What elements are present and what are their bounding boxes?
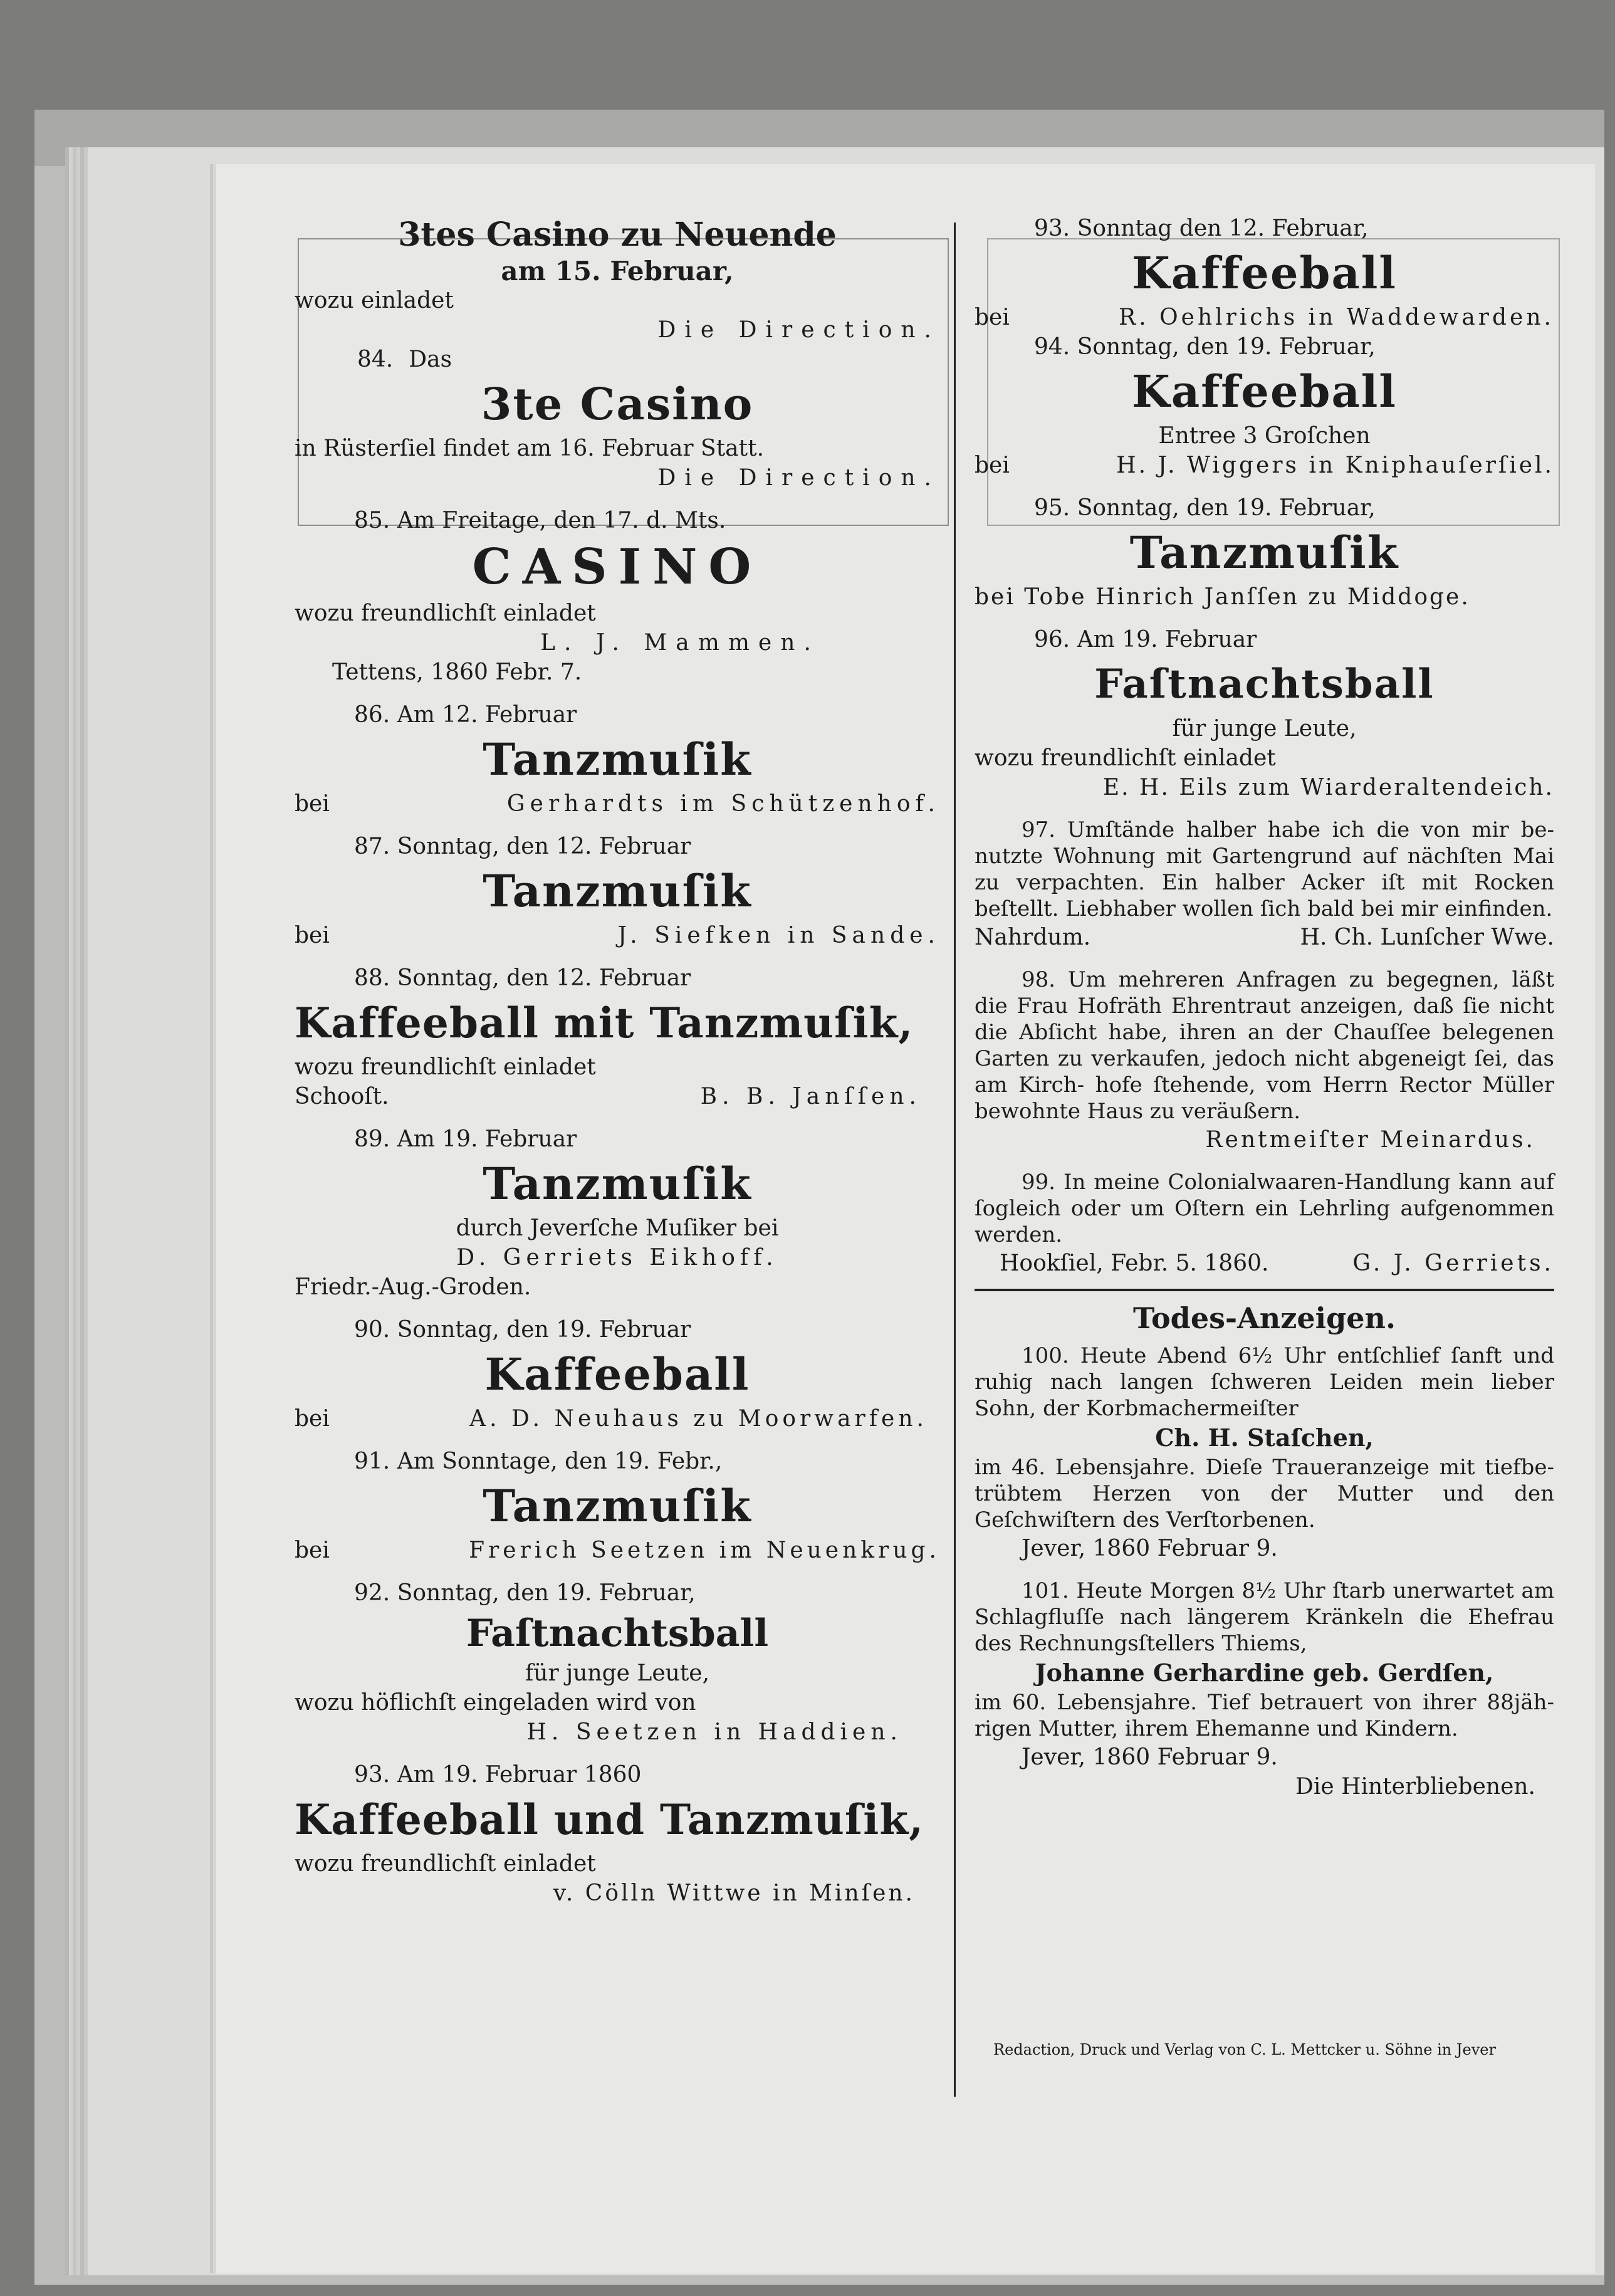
ad-name: bei Tobe Hinrich Janſſen zu Middoge.: [975, 584, 1470, 610]
ad-signer: H. Seetzen in Haddien.: [526, 1719, 902, 1745]
ad-title: Tanzmuſik: [1129, 527, 1399, 579]
ad-number: 84.: [357, 347, 394, 372]
column-divider: [954, 223, 956, 2097]
ad-bei: bei: [295, 791, 330, 817]
ad-date: am 15. Februar,: [501, 256, 734, 286]
ad-line: 85. Am Freitage, den 17. d. Mts.: [354, 508, 726, 533]
ad-sub: für junge Leute,: [1172, 716, 1357, 742]
ad-text: 98. Um mehreren Anfragen zu begegnen, läßt die Frau Hofräth Ehrentraut anzeigen, daß ſie nicht die Abſicht habe, ihren an der Chauſſee belegenen Garten zu verkaufen, jedoch nicht abgeneigt ſei, das am Kirch- hofe ſtehende, vom Herrn Rector Müller bewohnte Haus zu veräußern.: [975, 967, 1554, 1124]
ad-line: 90. Sonntag, den 19. Februar: [354, 1317, 691, 1343]
notice-100-name: Ch. H. Staſchen,: [1155, 1423, 1374, 1452]
ad-99: [975, 1169, 1554, 1277]
ad-text: in Rüsterſiel findet am 16. Februar Statt.: [295, 436, 765, 461]
ad-title: Faſtnachtsball: [1094, 661, 1435, 708]
ad-title: Tanzmuſik: [483, 733, 752, 785]
ad-title: Faſtnachtsball: [466, 1612, 769, 1655]
ad-84: [295, 346, 940, 492]
ad-signer: v. Cölln Wittwe in Minſen.: [553, 1880, 915, 1906]
ad-bei: bei: [295, 1406, 330, 1432]
ad-name: Gerhardts im Schützenhof.: [506, 791, 940, 817]
ad-name: A. D. Neuhaus zu Moorwarfen.: [469, 1406, 928, 1432]
ad-signer: Die Direction.: [657, 317, 940, 343]
ad-line: 93. Am 19. Februar 1860: [354, 1762, 642, 1788]
ad-signer: H. Ch. Lunſcher Wwe.: [1300, 925, 1554, 950]
ad-86: [295, 701, 940, 818]
notice-101-place: Jever, 1860 Februar 9.: [1022, 1744, 1278, 1770]
left-column: [295, 213, 940, 1909]
ad-line: 89. Am 19. Februar: [354, 1126, 577, 1152]
publisher-imprint: Redaction, Druck und Verlag von C. L. Mettcker u. Söhne in Jever: [993, 2041, 1496, 2058]
ad-title: 3tes Casino zu Neuende: [398, 216, 837, 254]
ad-signer: B. B. Janſſen.: [700, 1084, 921, 1109]
ad-signer: L. J. Mammen.: [540, 630, 820, 656]
ad-signer: G. J. Gerriets.: [1352, 1250, 1554, 1276]
section-heading: Todes-Anzeigen.: [1133, 1301, 1396, 1335]
ad-name: J. Siefken in Sande.: [617, 923, 940, 948]
ad-name: H. J. Wiggers in Kniphauſerſiel.: [1116, 453, 1554, 478]
ad-name: R. Oehlrichs in Waddewarden.: [1119, 305, 1554, 330]
ad-bei: bei: [975, 453, 1010, 478]
ad-title: 3te Casino: [481, 378, 754, 430]
ad-title: Kaffeeball und Tanzmuſik,: [295, 1795, 924, 1844]
ad-bei: bei: [975, 305, 1010, 330]
ad-line: 92. Sonntag, den 19. Februar,: [354, 1580, 696, 1606]
ad-title: Tanzmuſik: [483, 865, 752, 917]
ad-bei: bei: [295, 1538, 330, 1563]
ad-83: [295, 214, 940, 344]
ad-title: Kaffeeball mit Tanzmuſik,: [295, 999, 914, 1047]
ad-word: Das: [409, 347, 452, 372]
ad-place: Schooſt.: [295, 1084, 389, 1109]
ad-91: [295, 1448, 940, 1565]
ad-line: 87. Sonntag, den 12. Februar: [354, 834, 691, 859]
ad-title: Tanzmuſik: [483, 1480, 752, 1532]
ad-line: 88. Sonntag, den 12. Februar: [354, 965, 691, 991]
ad-invite: wozu freundlichſt einladet: [295, 1054, 596, 1080]
ad-90: [295, 1316, 940, 1433]
notice-101-signer: Die Hinterbliebenen.: [1295, 1774, 1535, 1800]
ad-place: Hookſiel, Febr. 5. 1860.: [1000, 1250, 1269, 1276]
ad-name: D. Gerriets Eikhoff.: [456, 1245, 778, 1271]
ad-title: CASINO: [472, 538, 763, 595]
ad-line: 93. Sonntag den 12. Februar,: [1034, 216, 1369, 241]
ad-invite: wozu freundlichſt einladet: [295, 1851, 596, 1877]
ad-invite: wozu freundlichſt einladet: [295, 600, 596, 626]
notice-101-text-2: im 60. Lebensjahre. Tief betrauert von ihrer 88jäh- rigen Mutter, ihrem Ehemanne und Kindern.: [975, 1690, 1554, 1741]
ad-line: 94. Sonntag, den 19. Februar,: [1034, 334, 1376, 360]
ad-95: [975, 495, 1554, 611]
ad-96: [975, 626, 1554, 802]
ad-92: [295, 1580, 940, 1746]
death-notices: [975, 1300, 1554, 1801]
ad-97: [975, 817, 1554, 951]
ad-invite: wozu freundlichſt einladet: [975, 745, 1276, 771]
section-rule: [975, 1289, 1554, 1291]
ad-sub: für junge Leute,: [525, 1660, 710, 1686]
ad-place: Friedr.-Aug.-Groden.: [295, 1274, 531, 1300]
ad-87: [295, 833, 940, 950]
ad-line: 91. Am Sonntage, den 19. Febr.,: [354, 1449, 723, 1474]
ad-signer: Rentmeiſter Meinardus.: [1205, 1127, 1535, 1153]
notice-100-place: Jever, 1860 Februar 9.: [1022, 1536, 1278, 1561]
ad-name: Frerich Seetzen im Neuenkrug.: [469, 1538, 940, 1563]
ad-line: 86. Am 12. Februar: [354, 702, 577, 728]
notice-101-text: 101. Heute Morgen 8½ Uhr ſtarb unerwartet am Schlagfluſſe nach längerem Kränkeln die Ehefrau des Rechnungsſtellers Thiems,: [975, 1578, 1554, 1656]
ad-94: [975, 333, 1554, 480]
ad-88: [295, 965, 940, 1111]
ad-invite: wozu einladet: [295, 288, 454, 313]
ad-sub: durch Jeverſche Muſiker bei: [456, 1215, 779, 1241]
ad-invite: wozu höflichſt eingeladen wird von: [295, 1690, 696, 1716]
ad-title: Tanzmuſik: [483, 1158, 752, 1210]
ad-93-right: [975, 215, 1554, 332]
ad-place: Nahrdum.: [975, 925, 1091, 950]
ad-bei: bei: [295, 923, 330, 948]
ad-line: 95. Sonntag, den 19. Februar,: [1034, 495, 1376, 521]
ad-text: 99. In meine Colonialwaaren-Handlung kann auf ſogleich oder um Oſtern ein Lehrling aufgenommen werden.: [975, 1170, 1554, 1247]
ad-line: 96. Am 19. Februar: [1034, 627, 1257, 653]
notice-100-text: 100. Heute Abend 6½ Uhr entſchlief ſanft und ruhig nach langen ſchweren Leiden mein lieber Sohn, der Korbmachermeiſter: [975, 1343, 1554, 1421]
ad-93-left: [295, 1761, 940, 1907]
ad-89: [295, 1126, 940, 1301]
ad-text: 97. Umſtände halber habe ich die von mir be- nutzte Wohnung mit Gartengrund auf nächſten Mai zu verpachten. Ein halber Acker iſt mit Rocken beſtellt. Liebhaber wollen ſich bald bei mir einfinden.: [975, 817, 1554, 921]
right-column: [975, 213, 1554, 1803]
ad-signer: E. H. Eils zum Wiarderaltendeich.: [1102, 775, 1554, 800]
ad-title: Kaffeeball: [484, 1348, 750, 1400]
notice-100-text-2: im 46. Lebensjahre. Dieſe Traueranzeige mit tiefbe- trübtem Herzen von der Mutter und den Geſchwiſtern des Verſtorbenen.: [975, 1455, 1554, 1533]
ad-98: [975, 967, 1554, 1154]
ad-title: Kaffeeball: [1132, 365, 1397, 417]
notice-101-name: Johanne Gerhardine geb. Gerdſen,: [1035, 1659, 1494, 1687]
ad-sub: Entree 3 Groſchen: [1158, 423, 1371, 449]
ad-85: [295, 507, 940, 686]
ad-signer: Die Direction.: [657, 465, 940, 491]
ad-place: Tettens, 1860 Febr. 7.: [332, 659, 582, 685]
ad-title: Kaffeeball: [1132, 247, 1397, 299]
